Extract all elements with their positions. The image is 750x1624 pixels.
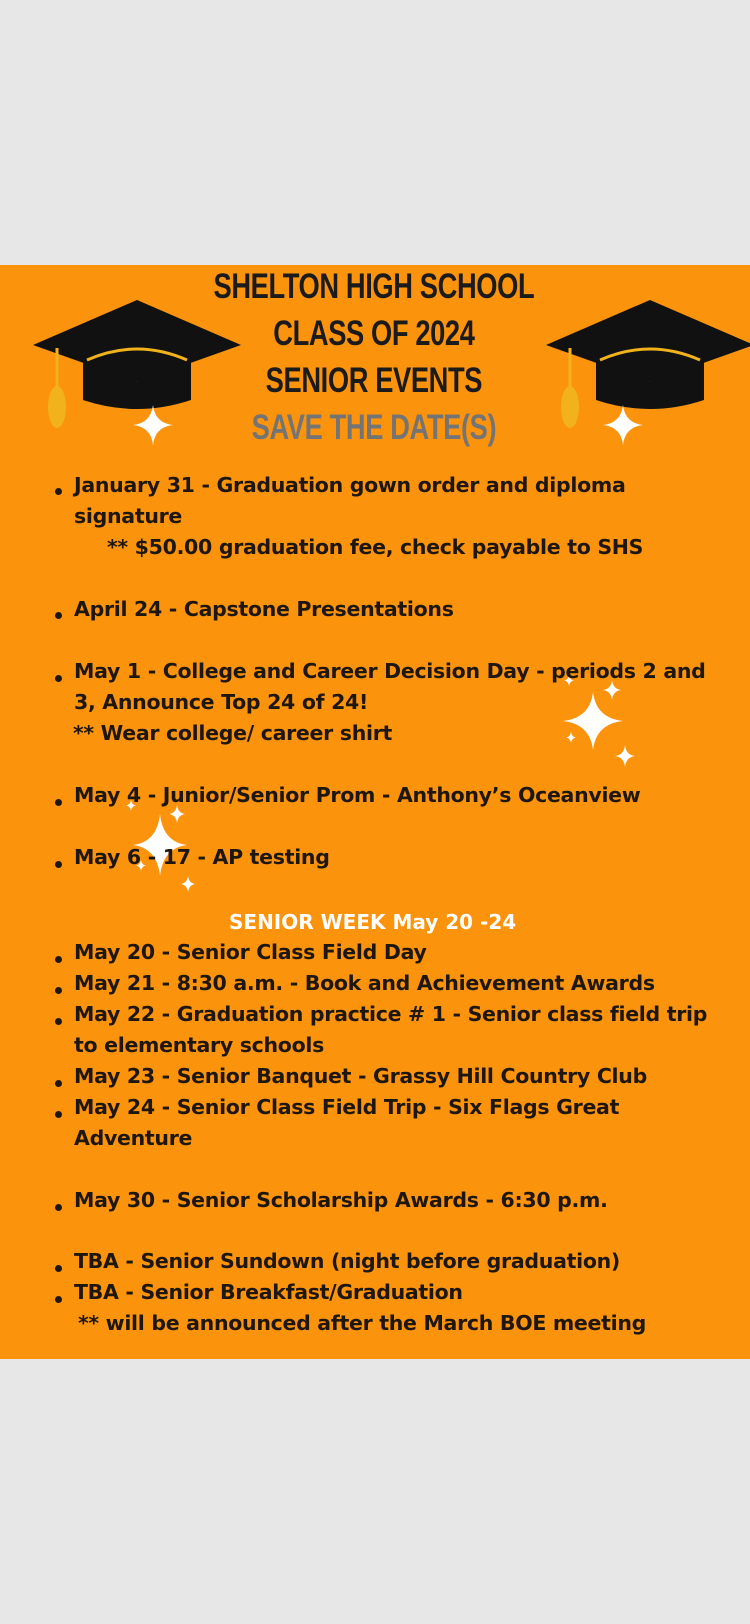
sparkle-icon xyxy=(555,675,650,775)
bullet xyxy=(55,861,62,868)
event-line: May 6 - 17 - AP testing xyxy=(74,845,330,869)
bullet xyxy=(55,987,62,994)
event-line: May 21 - 8:30 a.m. - Book and Achievement Awards xyxy=(74,971,655,995)
events-heading: SENIOR EVENTS xyxy=(265,361,483,400)
class-year: CLASS OF 2024 xyxy=(273,314,475,353)
event-line: to elementary schools xyxy=(74,1033,325,1057)
event-line: Adventure xyxy=(74,1126,193,1150)
bullet xyxy=(55,1265,62,1272)
event-line: May 4 - Junior/Senior Prom - Anthony’s Oceanview xyxy=(74,783,641,807)
bullet xyxy=(55,799,62,806)
event-line: May 1 - College and Career Decision Day - periods 2 and xyxy=(74,659,706,683)
flyer xyxy=(0,265,750,1359)
event-line: January 31 - Graduation gown order and diploma xyxy=(74,473,626,497)
sparkle-icon xyxy=(133,405,173,445)
event-line: May 23 - Senior Banquet - Grassy Hill Country Club xyxy=(74,1064,647,1088)
event-note: ** $50.00 graduation fee, check payable to SHS xyxy=(107,535,644,559)
bullet xyxy=(55,1080,62,1087)
bullet xyxy=(55,612,62,619)
event-note: ** Wear college/ career shirt xyxy=(73,721,393,745)
sparkle-icon xyxy=(603,405,643,445)
event-line: TBA - Senior Breakfast/Graduation xyxy=(74,1280,463,1304)
bullet xyxy=(55,488,62,495)
event-line: May 30 - Senior Scholarship Awards - 6:30 p.m. xyxy=(74,1188,608,1212)
event-line: May 22 - Graduation practice # 1 - Senior class field trip xyxy=(74,1002,708,1026)
event-line: TBA - Senior Sundown (night before graduation) xyxy=(74,1249,620,1273)
bullet xyxy=(55,675,62,682)
school-name: SHELTON HIGH SCHOOL xyxy=(213,267,535,306)
bullet xyxy=(55,1018,62,1025)
event-note: ** will be announced after the March BOE meeting xyxy=(78,1311,647,1335)
bullet xyxy=(55,1204,62,1211)
event-line: April 24 - Capstone Presentations xyxy=(74,597,454,621)
bullet xyxy=(55,1111,62,1118)
event-line: May 20 - Senior Class Field Day xyxy=(74,940,427,964)
event-line: May 24 - Senior Class Field Trip - Six Flags Great xyxy=(74,1095,620,1119)
bullet xyxy=(55,956,62,963)
event-line: signature xyxy=(74,504,183,528)
bullet xyxy=(55,1296,62,1303)
graduation-cap-icon xyxy=(546,300,750,430)
save-the-date: SAVE THE DATE(S) xyxy=(251,408,497,447)
event-line: 3, Announce Top 24 of 24! xyxy=(74,690,369,714)
senior-week-heading: SENIOR WEEK May 20 -24 xyxy=(229,910,517,934)
